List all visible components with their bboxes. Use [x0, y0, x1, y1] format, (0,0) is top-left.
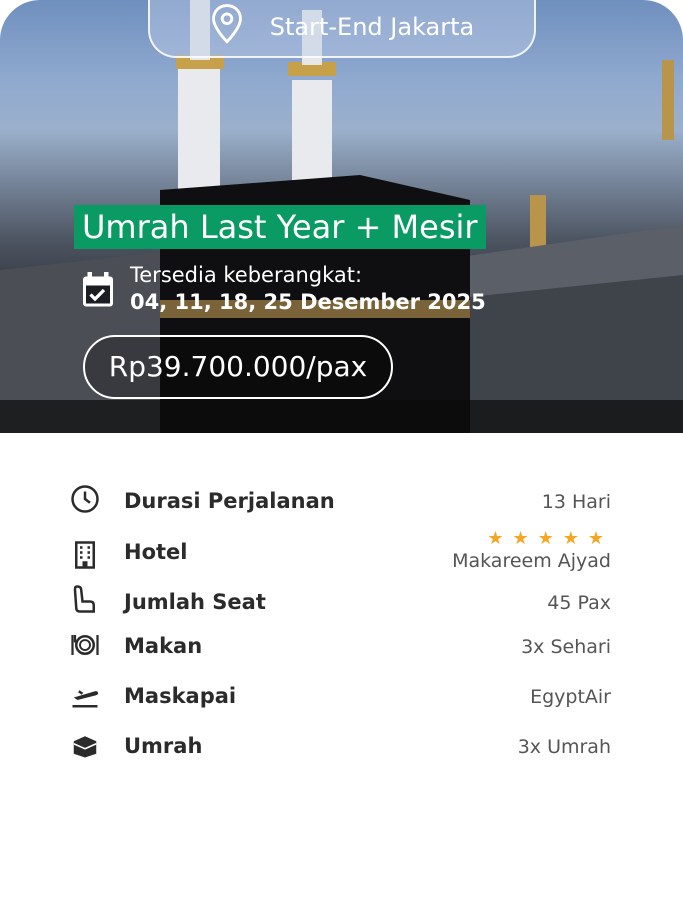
detail-value: EgyptAir: [530, 686, 611, 708]
detail-value: 3x Sehari: [521, 636, 611, 658]
detail-label: Hotel: [124, 540, 188, 564]
detail-row-meal: [0, 630, 683, 670]
package-title: Umrah Last Year + Mesir: [74, 205, 486, 249]
seat-icon: [70, 584, 100, 614]
kaaba-icon: [70, 730, 100, 760]
airplane-takeoff-icon: [70, 680, 100, 710]
calendar-check-icon: [80, 262, 116, 316]
detail-row-duration: [0, 484, 683, 524]
detail-row-seat: [0, 584, 683, 624]
hero-image: [0, 0, 683, 433]
detail-value: 13 Hari: [541, 491, 611, 513]
location-pin-icon: [210, 4, 244, 50]
clock-icon: [70, 484, 100, 514]
detail-row-airline: [0, 680, 683, 720]
detail-row-hotel: [0, 528, 683, 588]
detail-value: Makareem Ajyad: [452, 550, 611, 572]
start-end-location-pill: [148, 0, 536, 58]
detail-label: Makan: [124, 634, 203, 658]
location-label: Start-End Jakarta: [269, 13, 475, 41]
dining-icon: [70, 630, 100, 660]
availability-dates: 04, 11, 18, 25 Desember 2025: [130, 290, 486, 314]
price-badge: Rp39.700.000/pax: [83, 335, 393, 399]
detail-value: 45 Pax: [547, 592, 611, 614]
detail-value: 3x Umrah: [517, 736, 611, 758]
availability-label: Tersedia keberangkat:: [130, 263, 363, 287]
star-rating: ★★★★★: [487, 528, 613, 549]
detail-label: Durasi Perjalanan: [124, 489, 335, 513]
detail-row-umrah: [0, 730, 683, 770]
detail-label: Maskapai: [124, 684, 237, 708]
building-icon: [70, 540, 100, 570]
detail-label: Jumlah Seat: [124, 590, 266, 614]
detail-label: Umrah: [124, 734, 203, 758]
availability-block: [80, 262, 486, 316]
